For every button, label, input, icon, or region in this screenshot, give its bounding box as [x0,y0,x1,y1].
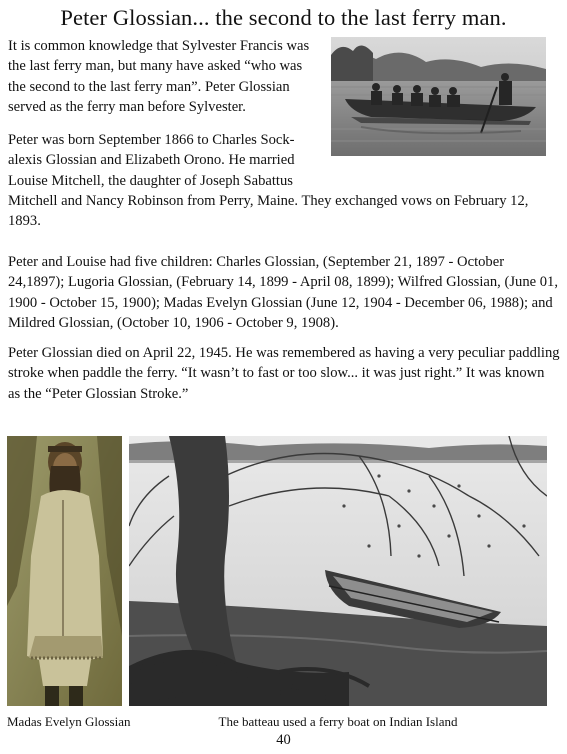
text-line: Peter was born September 1866 to Charles Sock- [8,132,295,148]
text-line: It is common knowledge that Sylvester Francis was [8,38,310,54]
text-line: the second to the last ferry man”. Peter Glossian [8,78,290,95]
text-line: Louise Mitchell, the daughter of Joseph Sabattus [8,172,293,189]
caption-batteau-photo: The batteau used a ferry boat on Indian Island [218,714,458,729]
death-paragraph: Peter Glossian died on April 22, 1945. He was remembered as having a very peculiar paddling stroke when paddle the ferry. “It wasn’t to fast or too slow... it was just right.” It was known as the “Peter Glossian Stroke.” [8,345,560,402]
page-title: Peter Glossian... the second to the last ferry man. [60,5,507,30]
text-line: alexis Glossian and Elizabeth Orono. He married [8,152,295,169]
madas-evelyn-glossian-photo [7,436,122,706]
caption-madas-photo: Madas Evelyn Glossian [7,714,131,729]
batteau-ferry-boat-photo [129,436,547,706]
intro-paragraph [8,36,326,117]
text-line: the last ferry man, but many have asked “who was [8,58,303,75]
birth-paragraph [8,130,558,231]
text-line: 1893. [8,213,41,230]
text-line: served as the ferry man before Sylvester. [8,98,246,115]
text-line: Mitchell and Nancy Robinson from Perry, Maine. They exchanged vows on February 12, [8,192,529,209]
children-paragraph: Peter and Louise had five children: Charles Glossian, (September 21, 1897 - October 24,1897); Lugoria Glossian, (February 14, 1899 - April 08, 1899); Wilfred Glossian, (June 01, 1900 - October 15, 1900); Madas Evelyn Glossian (June 12, 1904 - December 06, 1988); and Mildred Glossian, (October 10, 1906 - October 9, 1908). [8,254,558,331]
page-number: 40 [276,732,291,748]
